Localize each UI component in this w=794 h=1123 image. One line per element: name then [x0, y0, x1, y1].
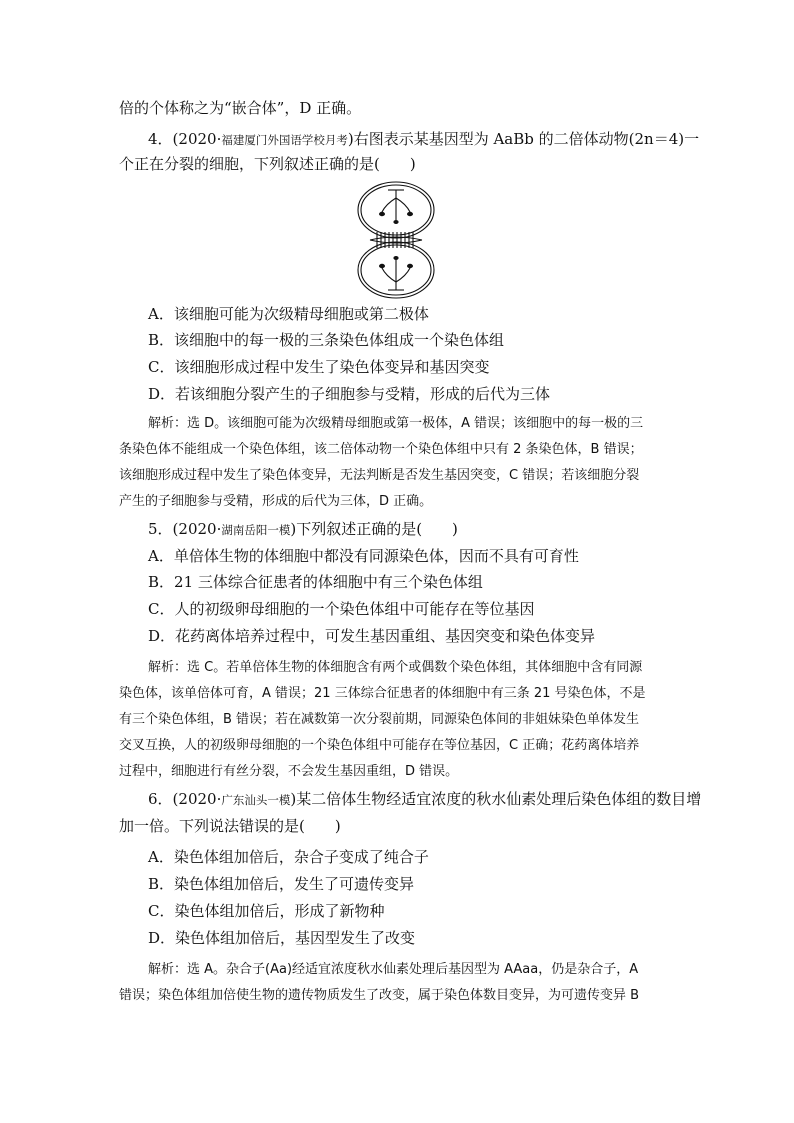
question-5-option-b: B．21 三体综合征患者的体细胞中有三个染色体组 [148, 573, 483, 591]
question-6-stem-cont: 加一倍。下列说法错误的是( ) [119, 817, 341, 835]
question-source: 广东汕头一模 [221, 793, 291, 807]
question-4-option-d: D．若该细胞分裂产生的子细胞参与受精，形成的后代为三体 [148, 385, 551, 403]
question-6-option-c: C．染色体组加倍后，形成了新物种 [148, 902, 385, 920]
question-4-analysis-line: 产生的子细胞参与受精，形成的后代为三体，D 正确。 [119, 494, 433, 509]
question-4-option-c: C．该细胞形成过程中发生了染色体变异和基因突变 [148, 358, 490, 376]
question-5-analysis-line: 过程中，细胞进行有丝分裂，不会发生基因重组，D 错误。 [119, 764, 459, 779]
question-5-option-d: D．花药离体培养过程中，可发生基因重组、基因突变和染色体变异 [148, 627, 596, 645]
question-4-analysis-line: 解析：选 D。该细胞可能为次级精母细胞或第一极体，A 错误；该细胞中的每一极的三 [148, 416, 644, 431]
question-5-analysis-line: 交叉互换，人的初级卵母细胞的一个染色体组中可能存在等位基因，C 正确；花药离体培养 [119, 738, 640, 753]
question-4-option-b: B．该细胞中的每一极的三条染色体组成一个染色体组 [148, 331, 505, 349]
question-5-analysis-line: 染色体，该单倍体可育，A 错误；21 三体综合征患者的体细胞中有三条 21 号染色体，不是 [119, 686, 646, 701]
question-6-stem: 6．(2020·广东汕头一模)某二倍体生物经适宜浓度的秋水仙素处理后染色体组的数目增 [148, 790, 702, 808]
question-5-option-a: A．单倍体生物的体细胞中都没有同源染色体，因而不具有可育性 [148, 547, 579, 565]
question-4-option-a: A．该细胞可能为次级精母细胞或第二极体 [148, 305, 429, 323]
question-6-option-a: A．染色体组加倍后，杂合子变成了纯合子 [148, 848, 429, 866]
question-5-analysis-line: 有三个染色体组，B 错误；若在减数第一次分裂前期，同源染色体间的非姐妹染色单体发生 [119, 712, 640, 727]
question-5-stem: 5．(2020·湖南岳阳一模)下列叙述正确的是( ) [148, 520, 458, 538]
question-6-option-d: D．染色体组加倍后，基因型发生了改变 [148, 929, 416, 947]
question-number: 4．(2020· [148, 130, 222, 148]
question-number: 6．(2020· [148, 790, 222, 808]
question-6-option-b: B．染色体组加倍后，发生了可遗传变异 [148, 875, 415, 893]
question-6-analysis-line: 错误；染色体组加倍使生物的遗传物质发生了改变，属于染色体数目变异，为可遗传变异 B [119, 988, 640, 1003]
question-source: 福建厦门外国语学校月考 [221, 133, 348, 147]
dividing-cell-figure [352, 178, 440, 302]
question-5-option-c: C．人的初级卵母细胞的一个染色体组中可能存在等位基因 [148, 600, 535, 618]
question-6-analysis-line: 解析：选 A。杂合子(Aa)经适宜浓度秋水仙素处理后基因型为 AAaa，仍是杂合子，A [148, 962, 639, 977]
question-5-analysis-line: 解析：选 C。若单倍体生物的体细胞含有两个或偶数个染色体组，其体细胞中含有同源 [148, 660, 643, 675]
question-4-analysis-line: 该细胞形成过程中发生了染色体变异，无法判断是否发生基因突变，C 错误；若该细胞分裂 [119, 468, 640, 483]
question-source: 湖南岳阳一模 [221, 523, 291, 537]
question-number: 5．(2020· [148, 520, 222, 538]
question-4-stem: 4．(2020·福建厦门外国语学校月考)右图表示某基因型为 AaBb 的二倍体动物(2n＝4)一 [148, 130, 700, 148]
question-4-analysis-line: 条染色体不能组成一个染色体组，该二倍体动物一个染色体组中只有 2 条染色体，B 错误； [119, 442, 643, 457]
continued-text: 倍的个体称之为“嵌合体”，D 正确。 [119, 99, 362, 117]
question-4-stem-cont: 个正在分裂的细胞，下列叙述正确的是( ) [119, 155, 416, 173]
